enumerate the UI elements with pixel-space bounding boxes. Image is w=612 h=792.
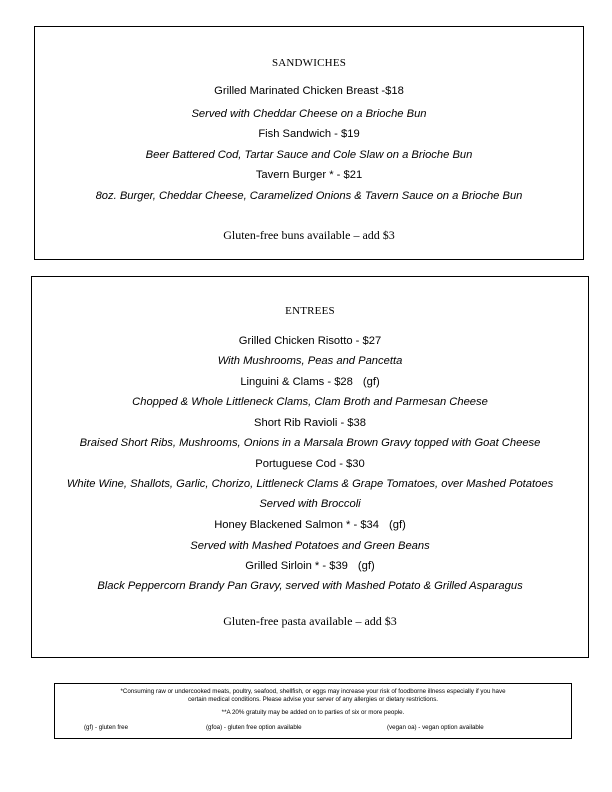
menu-item-name: Linguini & Clams - $28 [240, 376, 353, 388]
sandwiches-section [34, 26, 584, 260]
menu-item-name: Grilled Chicken Risotto - $27 [238, 335, 382, 347]
menu-item-description: Served with Broccoli [259, 498, 361, 510]
menu-item-name: Tavern Burger * - $21 [255, 169, 363, 181]
legend-vegan-option: (vegan oa) - vegan option available [387, 724, 484, 731]
menu-item-description: Served with Cheddar Cheese on a Brioche Bun [191, 108, 427, 120]
menu-item-name: Fish Sandwich - $19 [258, 128, 360, 140]
gratuity-note: **A 20% gratuity may be added on to parties of six or more people. [221, 709, 405, 716]
footnote-box [54, 683, 572, 739]
menu-item-description: Black Peppercorn Brandy Pan Gravy, served with Mashed Potato & Grilled Asparagus [97, 580, 523, 592]
menu-item-name: Honey Blackened Salmon * - $34 [214, 519, 380, 531]
gluten-free-pasta-note: Gluten-free pasta available – add $3 [223, 614, 397, 628]
menu-item-name: Short Rib Ravioli - $38 [254, 417, 366, 429]
dietary-tag: (gf) [357, 560, 375, 572]
legend-gluten-free-option: (gfoa) - gluten free option available [206, 724, 302, 731]
dietary-tag: (gf) [362, 376, 380, 388]
menu-item-name: Grilled Sirloin * - $39 [245, 560, 348, 572]
entrees-title: ENTREES [285, 305, 335, 317]
foodborne-warning-line1: *Consuming raw or undercooked meats, poultry, seafood, shellfish, or eggs may increase your risk of foodborne illness especially if you have [120, 688, 506, 695]
menu-item [32, 375, 588, 389]
menu-item [32, 518, 588, 532]
gluten-free-buns-note: Gluten-free buns available – add $3 [223, 228, 395, 242]
menu-item-description: Chopped & Whole Littleneck Clams, Clam Broth and Parmesan Cheese [132, 396, 488, 408]
foodborne-warning-line2: certain medical conditions. Please advise your server of any allergies or dietary restrictions. [187, 696, 439, 703]
menu-item-description: 8oz. Burger, Cheddar Cheese, Caramelized Onions & Tavern Sauce on a Brioche Bun [95, 190, 523, 202]
menu-item-description: Served with Mashed Potatoes and Green Beans [190, 540, 430, 552]
menu-item-name: Grilled Marinated Chicken Breast -$18 [214, 85, 404, 97]
menu-item-description: Beer Battered Cod, Tartar Sauce and Cole Slaw on a Brioche Bun [145, 149, 473, 161]
menu-item-description: With Mushrooms, Peas and Pancetta [217, 355, 403, 367]
menu-item-description: Braised Short Ribs, Mushrooms, Onions in a Marsala Brown Gravy topped with Goat Cheese [79, 437, 541, 449]
menu-item-description: White Wine, Shallots, Garlic, Chorizo, Littleneck Clams & Grape Tomatoes, over Mashed Potatoes [66, 478, 554, 490]
entrees-section [31, 276, 589, 658]
legend-gluten-free: (gf) - gluten free [84, 724, 129, 731]
dietary-tag: (gf) [389, 519, 406, 531]
sandwiches-title: SANDWICHES [271, 57, 347, 69]
menu-item-name: Portuguese Cod - $30 [255, 458, 365, 470]
menu-item [32, 559, 588, 573]
